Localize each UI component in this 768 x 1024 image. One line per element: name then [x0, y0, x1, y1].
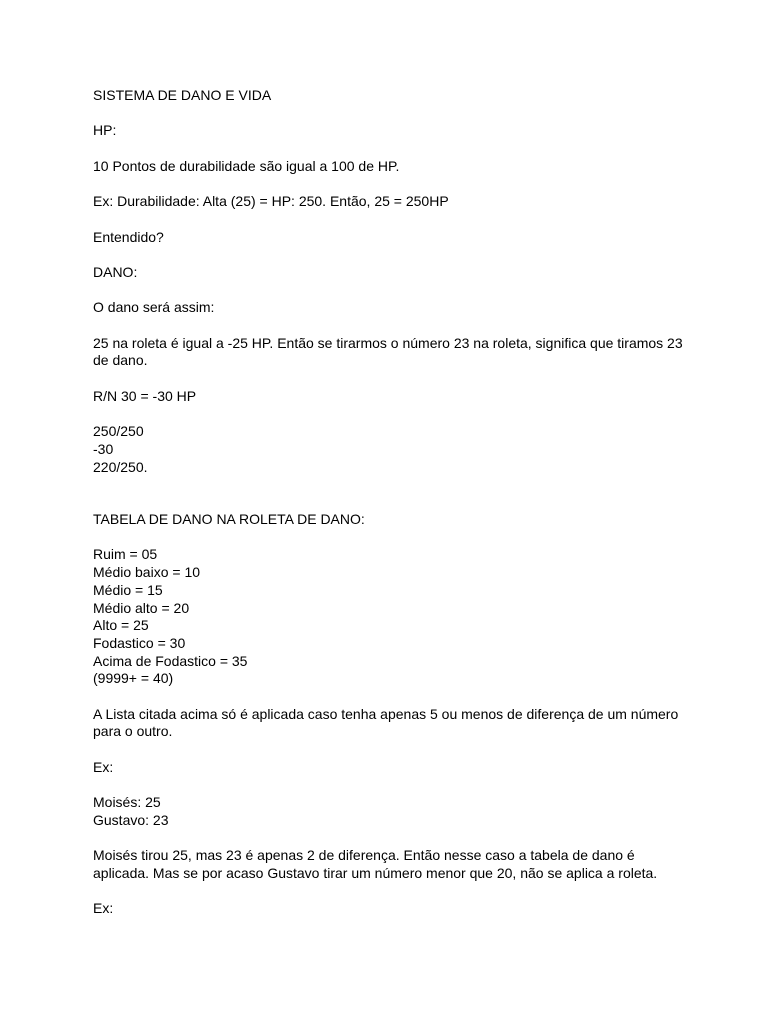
dano-heading: DANO:	[93, 263, 138, 280]
table-line: (9999+ = 40)	[93, 670, 174, 687]
damage-table	[93, 546, 683, 688]
calc-line: -30	[93, 440, 114, 457]
hp-heading: HP:	[93, 122, 117, 139]
table-line: Médio = 15	[93, 581, 163, 598]
example-line: Moisés: 25	[93, 794, 161, 811]
example-scores	[93, 794, 683, 829]
calc-line: 220/250.	[93, 458, 148, 475]
table-line: Alto = 25	[93, 617, 149, 634]
rn-example: R/N 30 = -30 HP	[93, 387, 197, 404]
example-label-2: Ex:	[93, 900, 114, 917]
understood-question: Entendido?	[93, 228, 164, 245]
example-line: Gustavo: 23	[93, 811, 169, 828]
calc-line: 250/250	[93, 423, 144, 440]
table-line: Fodastico = 30	[93, 634, 186, 651]
document-title: SISTEMA DE DANO E VIDA	[93, 87, 272, 103]
hp-rule: 10 Pontos de durabilidade são igual a 100 de HP.	[93, 157, 400, 174]
calc-block	[93, 423, 683, 476]
example-explanation: Moisés tirou 25, mas 23 é apenas 2 de diferença. Então nesse caso a tabela de dano é aplicada. Mas se por acaso Gustavo tirar um número menor que 20, não se aplica a roleta.	[93, 847, 658, 881]
table-heading: TABELA DE DANO NA ROLETA DE DANO:	[93, 511, 365, 528]
table-line: Médio baixo = 10	[93, 564, 201, 581]
spacer	[93, 494, 683, 511]
hp-example: Ex: Durabilidade: Alta (25) = HP: 250. Então, 25 = 250HP	[93, 193, 449, 210]
list-note: A Lista citada acima só é aplicada caso tenha apenas 5 ou menos de diferença de um número para o outro.	[93, 705, 679, 740]
document-body	[93, 87, 683, 936]
example-label: Ex:	[93, 758, 114, 775]
table-line: Médio alto = 20	[93, 599, 190, 616]
dano-intro: O dano será assim:	[93, 299, 215, 316]
table-line: Ruim = 05	[93, 546, 158, 563]
dano-rule: 25 na roleta é igual a -25 HP. Então se tirarmos o número 23 na roleta, significa que tiramos 23 de dano.	[93, 334, 683, 369]
table-line: Acima de Fodastico = 35	[93, 652, 248, 669]
